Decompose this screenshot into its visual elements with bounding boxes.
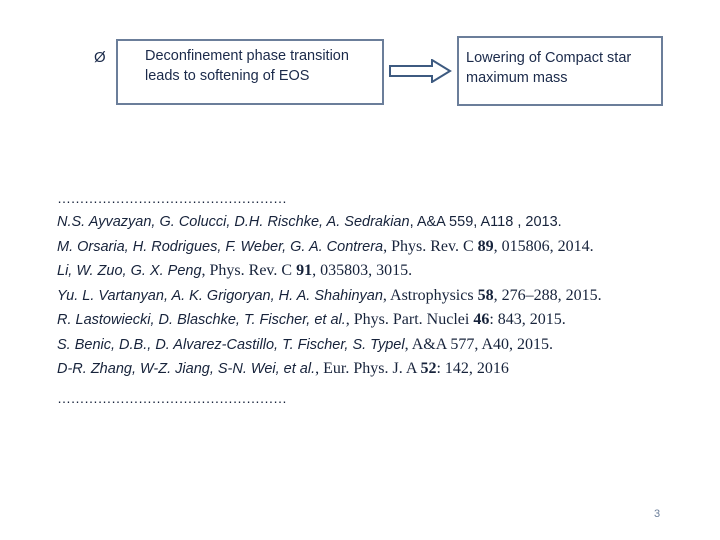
reference-journal: , Phys. Part. Nuclei	[345, 311, 474, 328]
premise-text: Deconfinement phase transition leads to softening of EOS	[145, 48, 349, 84]
page-number: 3	[654, 508, 661, 520]
premise-box	[94, 39, 384, 105]
separator-bottom: ……………………………………………	[57, 390, 287, 406]
reference-details: : 843, 2015.	[489, 311, 566, 328]
reference-authors: Yu. L. Vartanyan, A. K. Grigoryan, H. A. Shahinyan	[57, 287, 383, 304]
reference-authors: S. Benic, D.B., D. Alvarez-Castillo, T. Fischer, S. Typel	[57, 336, 405, 353]
reference-volume: 89	[477, 237, 494, 255]
reference-item	[57, 210, 717, 235]
reference-item	[57, 235, 717, 260]
reference-item	[57, 333, 717, 358]
reference-authors: R. Lastowiecki, D. Blaschke, T. Fischer, et al.	[57, 312, 346, 328]
conclusion-text: Lowering of Compact star maximum mass	[466, 50, 632, 86]
reference-journal: , Astrophysics	[382, 286, 478, 304]
arrow-bullet-icon: Ø	[94, 49, 106, 66]
reference-volume: 52	[420, 360, 437, 377]
reference-journal: , Eur. Phys. J. A	[315, 360, 421, 377]
reference-authors: M. Orsaria, H. Rodrigues, F. Weber, G. A. Contrera	[57, 238, 384, 255]
reference-volume: 58	[477, 286, 494, 304]
reference-details: , 035803, 3015.	[312, 262, 413, 279]
reference-list	[57, 210, 717, 382]
reference-item	[57, 308, 717, 333]
reference-volume: 46	[473, 311, 490, 328]
reference-journal: , A&A 577, A40, 2015.	[404, 335, 554, 353]
conclusion-box	[457, 36, 663, 106]
double-arrow-icon	[388, 59, 452, 83]
reference-details: : 142, 2016	[436, 360, 509, 377]
reference-details: , 015806, 2014.	[493, 237, 594, 255]
separator-top: ……………………………………………	[57, 190, 287, 206]
reference-item	[57, 357, 717, 382]
reference-authors: N.S. Ayvazyan, G. Colucci, D.H. Rischke, A. Sedrakian	[57, 214, 410, 230]
reference-volume: 91	[296, 262, 313, 279]
reference-details: , A&A 559, A118 , 2013.	[409, 214, 562, 230]
reference-item	[57, 284, 717, 309]
reference-details: , 276–288, 2015.	[493, 286, 602, 304]
reference-item	[57, 259, 717, 284]
reference-authors: Li, W. Zuo, G. X. Peng	[57, 263, 202, 279]
reference-journal: , Phys. Rev. C	[383, 237, 478, 255]
reference-authors: D-R. Zhang, W-Z. Jiang, S-N. Wei, et al.	[57, 361, 316, 377]
reference-journal: , Phys. Rev. C	[201, 262, 297, 279]
